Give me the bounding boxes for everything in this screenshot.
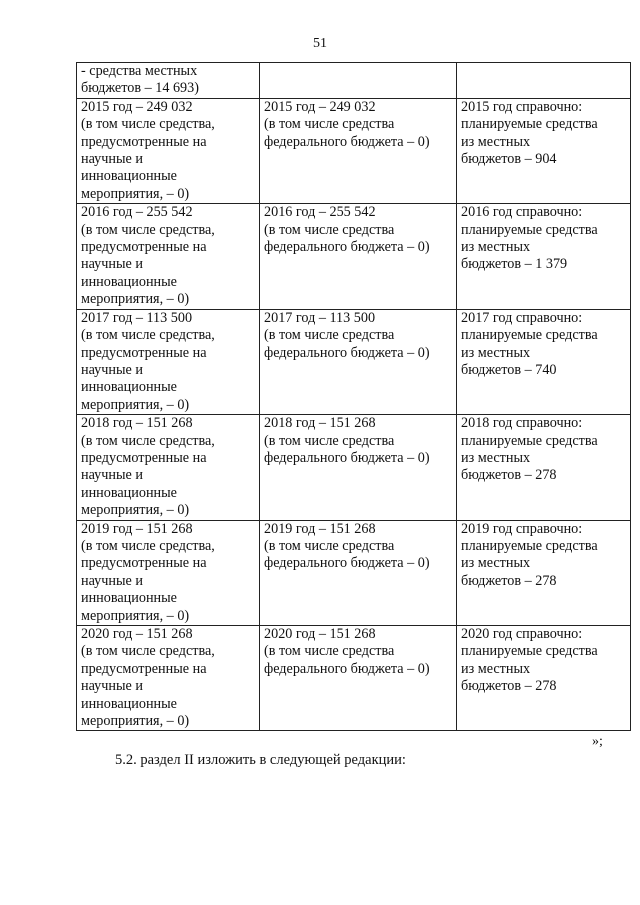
table-cell <box>260 63 457 99</box>
table-cell: 2015 год – 249 032 (в том числе средства, предусмотренные на научные и инновационные мероприятия, – 0) <box>77 98 260 203</box>
table-row <box>77 309 631 414</box>
table-cell: 2020 год справочно: планируемые средства из местных бюджетов – 278 <box>457 626 631 731</box>
table-row <box>77 63 631 99</box>
table-cell: 2019 год – 151 268 (в том числе средства, предусмотренные на научные и инновационные мероприятия, – 0) <box>77 520 260 625</box>
table-row <box>77 204 631 309</box>
table-cell: 2017 год справочно: планируемые средства из местных бюджетов – 740 <box>457 309 631 414</box>
table-row <box>77 415 631 520</box>
table-cell: - средства местных бюджетов – 14 693) <box>77 63 260 99</box>
table-cell: 2019 год справочно: планируемые средства из местных бюджетов – 278 <box>457 520 631 625</box>
table-row <box>77 98 631 203</box>
table-cell: 2018 год – 151 268 (в том числе средства федерального бюджета – 0) <box>260 415 457 520</box>
table-cell: 2019 год – 151 268 (в том числе средства федерального бюджета – 0) <box>260 520 457 625</box>
table-cell: 2015 год справочно: планируемые средства из местных бюджетов – 904 <box>457 98 631 203</box>
table-row <box>77 626 631 731</box>
table-cell: 2017 год – 113 500 (в том числе средства, предусмотренные на научные и инновационные мероприятия, – 0) <box>77 309 260 414</box>
table-cell: 2015 год – 249 032 (в том числе средства федерального бюджета – 0) <box>260 98 457 203</box>
budget-table <box>76 62 631 731</box>
table-cell: 2016 год – 255 542 (в том числе средства федерального бюджета – 0) <box>260 204 457 309</box>
table-row <box>77 520 631 625</box>
table-cell: 2018 год – 151 268 (в том числе средства, предусмотренные на научные и инновационные мероприятия, – 0) <box>77 415 260 520</box>
table-cell: 2016 год – 255 542 (в том числе средства, предусмотренные на научные и инновационные мероприятия, – 0) <box>77 204 260 309</box>
closing-quote: »; <box>592 734 603 749</box>
table-cell: 2020 год – 151 268 (в том числе средства федерального бюджета – 0) <box>260 626 457 731</box>
table-cell: 2016 год справочно: планируемые средства из местных бюджетов – 1 379 <box>457 204 631 309</box>
table-cell: 2018 год справочно: планируемые средства из местных бюджетов – 278 <box>457 415 631 520</box>
page-number: 51 <box>313 36 327 51</box>
table-cell: 2017 год – 113 500 (в том числе средства федерального бюджета – 0) <box>260 309 457 414</box>
section-instruction-text: 5.2. раздел II изложить в следующей редакции: <box>115 752 406 768</box>
table-cell: 2020 год – 151 268 (в том числе средства, предусмотренные на научные и инновационные мероприятия, – 0) <box>77 626 260 731</box>
table-cell <box>457 63 631 99</box>
